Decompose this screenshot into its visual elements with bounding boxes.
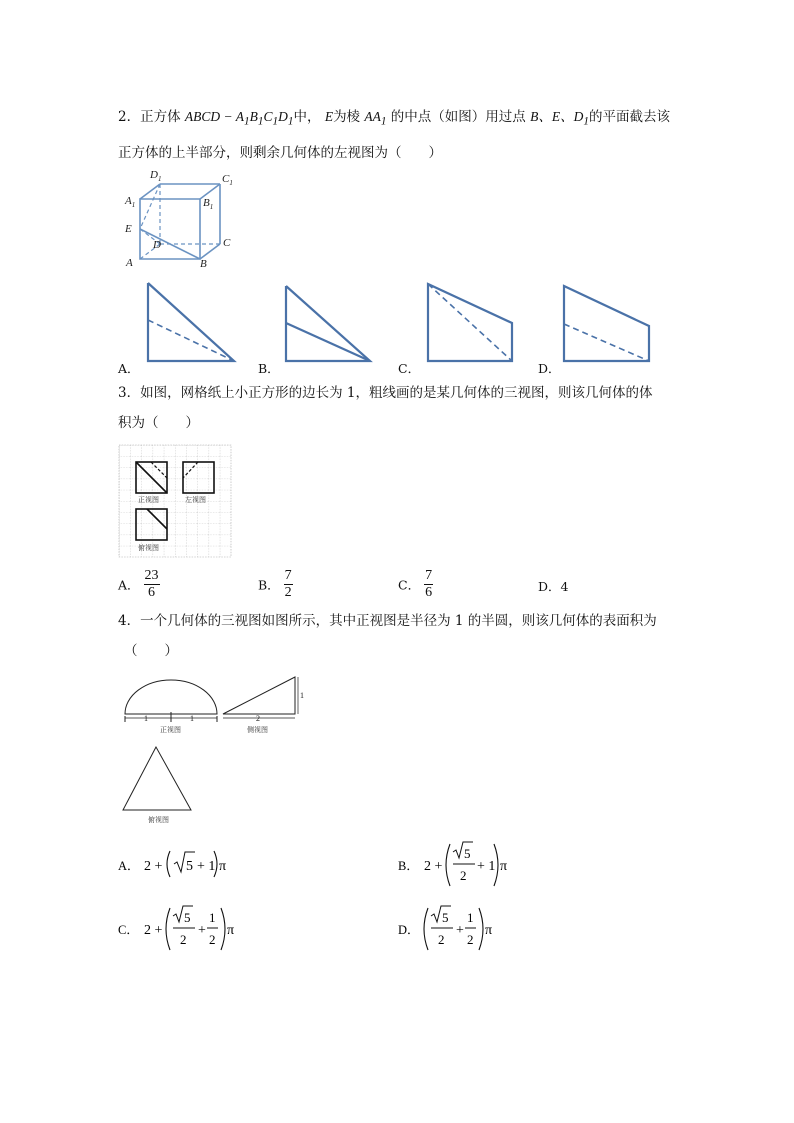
label-b1: $B_1$	[203, 197, 214, 211]
label-e: E	[125, 223, 132, 235]
svg-text:1: 1	[209, 910, 216, 925]
q4-three-views	[118, 674, 308, 830]
option-a-triangle	[148, 283, 234, 361]
cube-name: ABCD − $A_1B_1C_1D_1$	[184, 109, 294, 128]
q2-option-b-label[interactable]: B．	[258, 361, 280, 376]
svg-text:A．: A．	[118, 859, 140, 873]
svg-text:π: π	[500, 859, 508, 874]
q4-option-b[interactable]	[398, 838, 528, 892]
svg-text:5: 5	[442, 910, 449, 925]
svg-text:5: 5	[184, 910, 191, 925]
label-b: B	[200, 258, 207, 270]
q2-option-c-label[interactable]: C．	[398, 361, 421, 376]
q4-line2: （ ）	[124, 643, 178, 659]
svg-text:2: 2	[467, 932, 474, 947]
svg-text:2: 2	[438, 932, 445, 947]
svg-text:D．: D．	[398, 923, 420, 937]
svg-text:+ 1: + 1	[477, 859, 496, 874]
svg-text:2 +: 2 +	[144, 859, 163, 874]
svg-text:5: 5	[464, 846, 471, 861]
dim-r1: 1	[144, 714, 148, 723]
q3-option-b[interactable]: B． $\frac{7}{2}$	[258, 568, 292, 600]
svg-text:B．: B．	[398, 859, 419, 873]
q4-line1: 4．一个几何体的三视图如图所示，其中正视图是半径为 1 的半圆，则该几何体的表面积为	[118, 613, 657, 629]
svg-text:2 +: 2 +	[424, 859, 443, 874]
svg-text:π: π	[227, 923, 235, 938]
q4-option-c[interactable]	[118, 902, 258, 956]
svg-text:2: 2	[180, 932, 187, 947]
svg-text:+: +	[456, 923, 464, 938]
svg-text:π: π	[219, 859, 227, 874]
q4-option-a[interactable]	[118, 845, 248, 885]
caption-side-view: 侧视图	[247, 726, 268, 734]
svg-text:+ 1: + 1	[197, 859, 216, 874]
top-view-triangle	[123, 747, 191, 810]
dim-r2: 1	[190, 714, 194, 723]
caption-front-view: 正视图	[138, 496, 159, 504]
cube-figure	[118, 166, 243, 270]
q2-line1: 2．正方体 ABCD − $A_1B_1C_1D_1$中， E为棱 $AA_1$ 的中点（如图）用过点 B、E、$D_1$的平面截去该	[118, 109, 670, 128]
label-c1: $C_1$	[222, 173, 233, 187]
option-c-trapezoid	[428, 284, 512, 361]
svg-text:5: 5	[186, 859, 193, 874]
q3-line2: 积为（ ）	[118, 415, 199, 431]
caption-side-view: 左视图	[185, 496, 206, 504]
svg-text:1: 1	[467, 910, 474, 925]
q3-option-d[interactable]: D．4	[538, 579, 569, 594]
q2-line2: 正方体的上半部分，则剩余几何体的左视图为（ ）	[118, 145, 442, 161]
svg-text:+: +	[198, 923, 206, 938]
caption-front-view: 正视图	[160, 726, 181, 734]
svg-text:2: 2	[209, 932, 216, 947]
side-view-triangle	[223, 677, 295, 714]
label-a: A	[126, 257, 133, 269]
option-d-trapezoid	[564, 286, 649, 361]
front-view-semicircle	[125, 680, 217, 714]
q4-option-d[interactable]	[398, 902, 518, 956]
cube-front-face	[140, 199, 200, 259]
q3-option-a[interactable]: A． $\frac{23}{6}$	[118, 568, 159, 600]
label-c: C	[223, 237, 231, 249]
svg-text:2 +: 2 +	[144, 923, 163, 938]
q3-option-c[interactable]: C． $\frac{7}{6}$	[398, 568, 433, 600]
caption-top-view: 俯视图	[148, 816, 169, 824]
option-b-triangle	[286, 286, 370, 361]
q2-option-a-label[interactable]: A．	[118, 361, 140, 376]
caption-top-view: 俯视图	[138, 544, 159, 552]
svg-text:C．: C．	[118, 923, 139, 937]
label-a1: $A_1$	[125, 195, 136, 209]
q2-option-d-label[interactable]: D．	[538, 361, 561, 376]
label-d: D	[153, 239, 161, 251]
svg-text:π: π	[485, 923, 493, 938]
label-d1: $D_1$	[150, 169, 162, 183]
dim-height: 1	[300, 691, 304, 700]
svg-text:2: 2	[460, 868, 467, 883]
q3-grid-figure	[118, 444, 232, 558]
dim-base: 2	[256, 714, 260, 723]
q3-line1: 3．如图，网格纸上小正方形的边长为 1，粗线画的是某几何体的三视图，则该几何体的体	[118, 385, 653, 401]
